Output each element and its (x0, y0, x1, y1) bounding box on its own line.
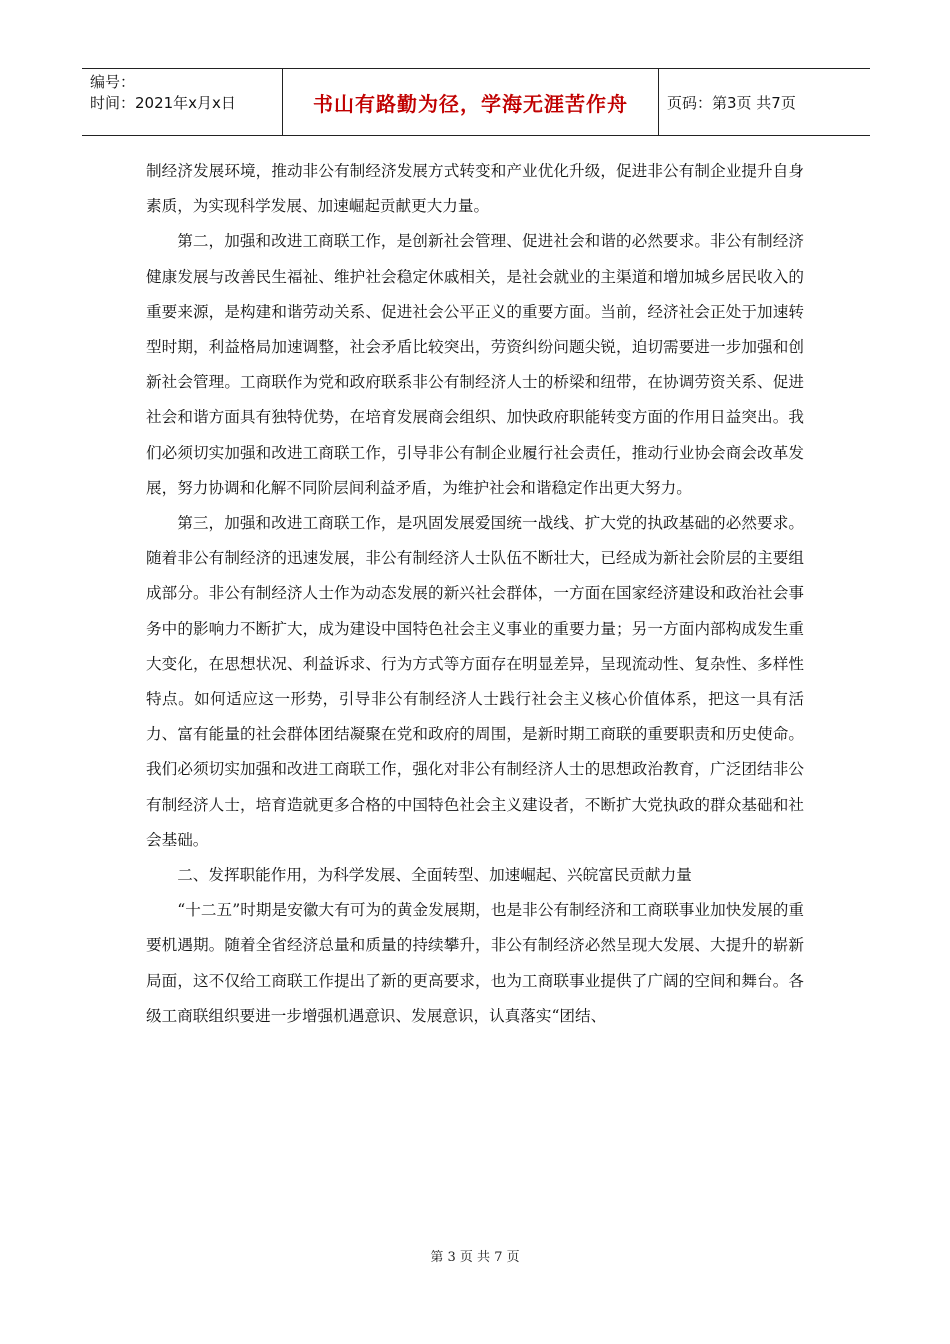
document-body (146, 154, 804, 1034)
header-meta (82, 69, 283, 135)
paragraph-second-point: 第二，加强和改进工商联工作，是创新社会管理、促进社会和谐的必然要求。非公有制经济健康发展与改善民生福祉、维护社会稳定休戚相关，是社会就业的主渠道和增加城乡居民收入的重要来源，是构建和谐劳动关系、促进社会公平正义的重要方面。当前，经济社会正处于加速转型时期，利益格局加速调整，社会矛盾比较突出，劳资纠纷问题尖锐，迫切需要进一步加强和创新社会管理。工商联作为党和政府联系非公有制经济人士的桥梁和纽带，在协调劳资关系、促进社会和谐方面具有独特优势，在培育发展商会组织、加快政府职能转变方面的作用日益突出。我们必须切实加强和改进工商联工作，引导非公有制企业履行社会责任，推动行业协会商会改革发展，努力协调和化解不同阶层间利益矛盾，为维护社会和谐稳定作出更大努力。 (146, 232, 804, 497)
header-page-info: 页码：第3页 共7页 (667, 93, 796, 112)
document-number-label: 编号： (90, 73, 136, 91)
paragraph-twelfth-five-year: “十二五”时期是安徽大有可为的黄金发展期，也是非公有制经济和工商联事业加快发展的重要机遇期。随着全省经济总量和质量的持续攀升，非公有制经济必然呈现大发展、大提升的崭新局面，这不仅给工商联工作提出了新的更高要求，也为工商联事业提供了广阔的空间和舞台。各级工商联组织要进一步增强机遇意识、发展意识，认真落实“团结、 (146, 901, 804, 1025)
paragraph-continuation: 制经济发展环境，推动非公有制经济发展方式转变和产业优化升级，促进非公有制企业提升自身素质，为实现科学发展、加速崛起贡献更大力量。 (146, 162, 804, 216)
paragraph-third-point: 第三，加强和改进工商联工作，是巩固发展爱国统一战线、扩大党的执政基础的必然要求。随着非公有制经济的迅速发展，非公有制经济人士队伍不断壮大，已经成为新社会阶层的主要组成部分。非公有制经济人士作为动态发展的新兴社会群体，一方面在国家经济建设和政治社会事务中的影响力不断扩大，成为建设中国特色社会主义事业的重要力量；另一方面内部构成发生重大变化，在思想状况、利益诉求、行为方式等方面存在明显差异，呈现流动性、复杂性、多样性特点。如何适应这一形势，引导非公有制经济人士践行社会主义核心价值体系，把这一具有活力、富有能量的社会群体团结凝聚在党和政府的周围，是新时期工商联的重要职责和历史使命。我们必须切实加强和改进工商联工作，强化对非公有制经济人士的思想政治教育，广泛团结非公有制经济人士，培育造就更多合格的中国特色社会主义建设者，不断扩大党执政的群众基础和社会基础。 (146, 514, 804, 849)
section-heading: 二、发挥职能作用，为科学发展、全面转型、加速崛起、兴皖富民贡献力量 (177, 866, 692, 885)
document-date: 时间：2021年x月x日 (90, 94, 236, 112)
page-header (82, 68, 870, 136)
header-motto: 书山有路勤为径，学海无涯苦作舟 (283, 69, 659, 135)
page-footer: 第 3 页 共 7 页 (430, 1250, 520, 1265)
